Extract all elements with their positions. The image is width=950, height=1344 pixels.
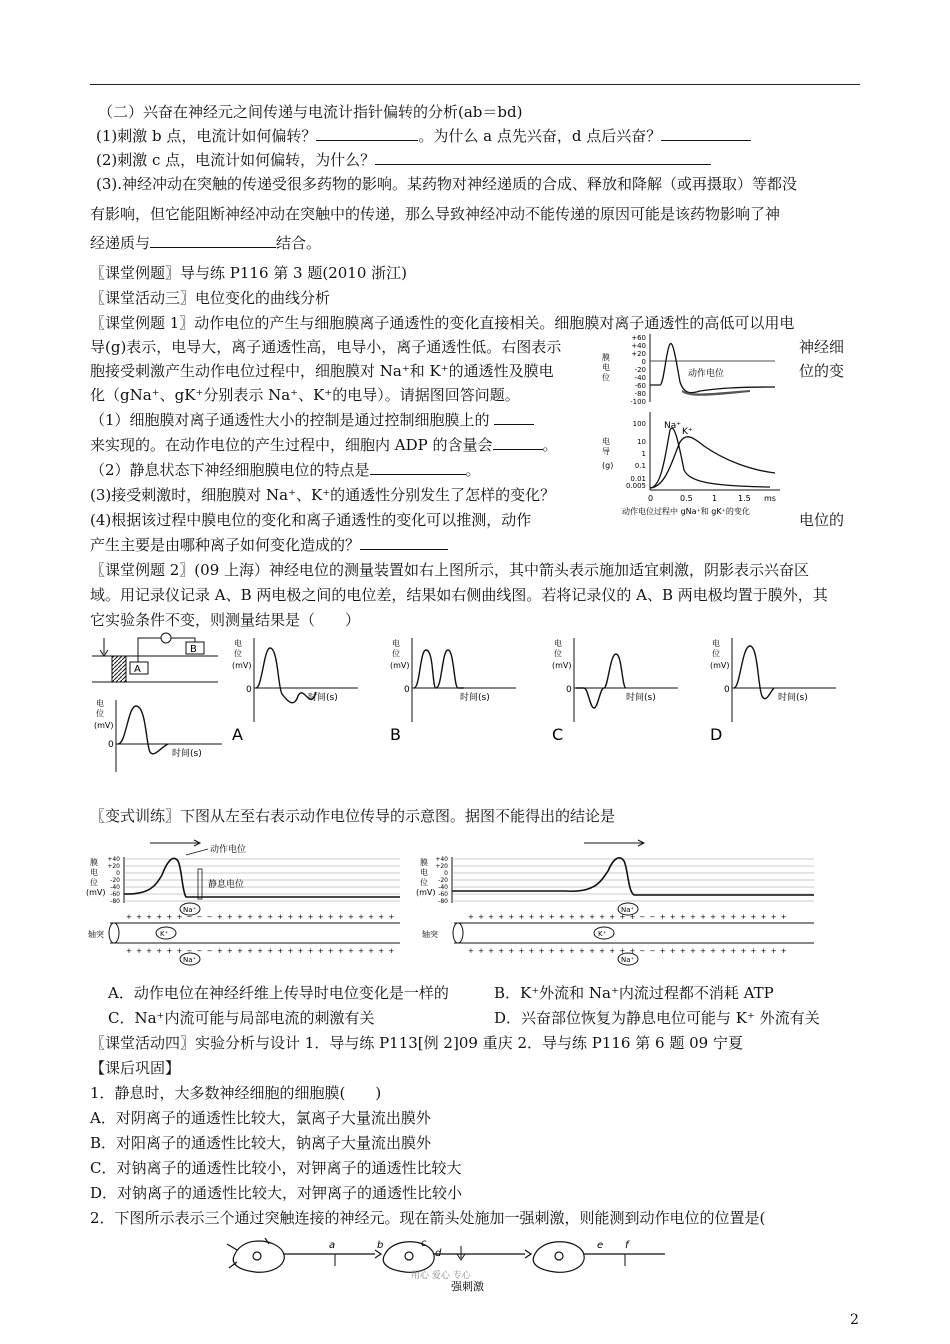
- bottom-tick: 100: [632, 420, 646, 428]
- recorded-curve: [118, 706, 168, 754]
- potassium-label: K⁺: [682, 427, 693, 437]
- question-text: （1）细胞膜对离子通透性大小的控制是通过控制细胞膜上的: [90, 411, 490, 429]
- tick: +40: [107, 856, 120, 863]
- figure-caption: 动作电位过程中 gNa⁺和 gK⁺的变化: [622, 507, 750, 516]
- question-line: 来实现的。在动作电位的产生过程中，细胞内 ADP 的含量会 。: [90, 436, 558, 454]
- example-line: 它实验条件不变，则测量结果是（ ）: [90, 611, 361, 629]
- recorder-icon: [161, 633, 171, 643]
- top-tick: -20: [634, 366, 646, 374]
- sodium-label: Na⁺: [664, 421, 681, 431]
- top-tick: -60: [634, 382, 646, 390]
- top-tick: -40: [634, 374, 646, 382]
- svg-text:电位(mV): 电位(mV): [552, 639, 572, 670]
- watermark: 用心 爱心 专心: [411, 1271, 471, 1281]
- origin-label: 0: [108, 740, 114, 750]
- point-label: c: [421, 1238, 427, 1249]
- measurement-figure: [90, 632, 850, 782]
- bottom-tick: 0.005: [625, 482, 646, 490]
- question-line: [90, 534, 448, 556]
- section-title: （二）兴奋在神经元之间传递与电流计指针偏转的分析(ab＝bd): [98, 103, 523, 121]
- option-label: D: [710, 725, 723, 744]
- page-number: 2: [850, 1312, 859, 1328]
- example-line: 〖课堂例题 2〗(09 上海）神经电位的测量装置如右上图所示，其中箭头表示施加适宜刺激，阴影表示兴奋区: [90, 561, 810, 579]
- sodium-ion-label: Na⁺: [621, 906, 635, 914]
- x-tick: 0.5: [680, 494, 693, 503]
- tick: -80: [110, 898, 120, 905]
- top-tick: +20: [631, 350, 646, 358]
- answer-blank[interactable]: [375, 150, 711, 165]
- x-axis-label: 时间(s): [778, 693, 808, 703]
- svg-text:+ + + + + + + + + + + + + + +: + + + + + + + + + + + + + + + + + − − + + + + + + + + + + + + +: [468, 913, 788, 921]
- x-tick: 1: [712, 494, 718, 503]
- tick: -60: [110, 891, 120, 898]
- question-line: (3)接受刺激时，细胞膜对 Na⁺、K⁺的通透性分别发生了怎样的变化？: [90, 486, 556, 504]
- option-b-graph[interactable]: [390, 638, 516, 744]
- bottom-tick: 0.1: [634, 462, 646, 470]
- potassium-ion-label: K⁺: [598, 930, 607, 938]
- svg-text:膜电位(mV): 膜电位(mV): [86, 858, 106, 897]
- sodium-ion-label: Na⁺: [621, 956, 635, 964]
- question-line: [90, 409, 534, 431]
- top-tick: -100: [630, 398, 646, 406]
- answer-blank[interactable]: [150, 233, 276, 248]
- option-c-graph[interactable]: [552, 638, 678, 744]
- option-b[interactable]: B．K⁺外流和 Na⁺内流过程都不消耗 ATP: [494, 984, 774, 1002]
- point-label: d: [435, 1248, 442, 1259]
- x-axis-label: 时间(s): [626, 693, 656, 703]
- action-potential-label: 动作电位: [210, 845, 247, 855]
- conduction-panel-left: [86, 840, 400, 965]
- excited-region: [112, 656, 126, 682]
- option-d[interactable]: D．对钠离子的通透性比较大，对钾离子的通透性比较小: [90, 1184, 463, 1202]
- question-line: [96, 125, 751, 147]
- point-label: f: [625, 1240, 629, 1251]
- axon-label: 轴突: [88, 930, 104, 939]
- point-label: e: [597, 1240, 604, 1251]
- answer-blank[interactable]: [661, 126, 751, 141]
- question-line: 电位的: [799, 511, 845, 529]
- stimulus-label: 强刺激: [451, 1280, 484, 1293]
- top-tick: +40: [631, 342, 646, 350]
- question-line: [96, 149, 711, 171]
- conductance-figure: [600, 330, 795, 520]
- option-label: C: [552, 725, 564, 744]
- example-line: 〖课堂例题 1〗动作电位的产生与细胞膜离子通透性的变化直接相关。细胞膜对离子通透性的高低可以用电: [90, 314, 795, 332]
- sodium-ion-label: Na⁺: [183, 956, 197, 964]
- option-label: A: [232, 725, 243, 744]
- question-text: 产生主要是由哪种离子如何变化造成的？: [90, 536, 361, 554]
- question-line: (4)根据该过程中膜电位的变化和离子通透性的变化可以推测，动作: [90, 511, 532, 529]
- question-line: 1．静息时，大多数神经细胞的细胞膜( ): [90, 1084, 382, 1102]
- top-tick: +60: [631, 334, 646, 342]
- option-a[interactable]: A．对阴离子的通透性比较大，氯离子大量流出膜外: [90, 1109, 431, 1127]
- activity-title: 〖课堂活动三〗电位变化的曲线分析: [90, 289, 331, 307]
- option-c[interactable]: C．Na⁺内流可能与局部电流的刺激有关: [108, 1009, 375, 1027]
- action-potential-label: 动作电位: [688, 369, 725, 379]
- axon-label: 轴突: [422, 930, 438, 939]
- option-d[interactable]: D．兴奋部位恢复为静息电位可能与 K⁺ 外流有关: [494, 1009, 820, 1027]
- svg-text:膜电位(mV): 膜电位(mV): [416, 858, 436, 897]
- x-tick: 1.5: [738, 494, 751, 503]
- tick: +40: [435, 856, 448, 863]
- electrode-a-label: A: [134, 664, 141, 675]
- example-line: 神经细: [799, 338, 845, 356]
- origin-label: 0: [246, 685, 252, 695]
- answer-blank[interactable]: [360, 535, 448, 550]
- x-tick: ms: [764, 494, 776, 503]
- question-line: 2．下图所示表示三个通过突触连接的神经元。现在箭头处施加一强刺激，则能测到动作电位的位置是(: [90, 1209, 766, 1227]
- y-axis-label: 电位(mV): [94, 699, 114, 730]
- origin-label: 0: [724, 685, 730, 695]
- top-tick: -80: [634, 390, 646, 398]
- example-line: 域。用记录仪记录 A、B 两电极之间的电位差，结果如右侧曲线图。若将记录仪的 A、B 两电极均置于膜外，其: [90, 586, 828, 604]
- svg-text:电位(mV): 电位(mV): [390, 639, 410, 670]
- origin-label: 0: [404, 685, 410, 695]
- tick: -60: [438, 891, 448, 898]
- x-axis-label: 时间(s): [172, 749, 202, 759]
- question-text: 。为什么 a 点先兴奋，d 点后兴奋？: [418, 127, 662, 145]
- tick: -20: [110, 877, 120, 884]
- potassium-ion-label: K⁺: [160, 930, 169, 938]
- question-text: (2)刺激 c 点，电流计如何偏转，为什么？: [96, 151, 376, 169]
- bottom-tick: 0.01: [630, 475, 646, 483]
- svg-text:电位(mV): 电位(mV): [232, 639, 252, 670]
- origin-label: 0: [566, 685, 572, 695]
- sodium-conductance-curve: [650, 428, 770, 488]
- question-text: 结合。: [276, 234, 322, 252]
- tick: 0: [116, 870, 120, 877]
- option-c[interactable]: C．对钠离子的通透性比较小，对钾离子的通透性比较大: [90, 1159, 462, 1177]
- tick: 0: [444, 870, 448, 877]
- electrode-b-label: B: [190, 644, 197, 655]
- option-label: B: [390, 725, 401, 744]
- top-tick: 0: [641, 358, 646, 366]
- tick: +20: [435, 863, 448, 870]
- answer-blank[interactable]: [493, 435, 543, 450]
- x-axis-label: 时间(s): [308, 693, 338, 703]
- conduction-panel-right: [416, 840, 814, 965]
- question-text: （2）静息状态下神经细胞膜电位的特点是: [90, 461, 370, 479]
- tick: +20: [107, 863, 120, 870]
- svg-text:电位(mV): 电位(mV): [710, 639, 730, 670]
- stimulus-arrow-icon: [457, 1246, 465, 1260]
- neuron-chain-figure: [225, 1232, 675, 1292]
- tick: -80: [438, 898, 448, 905]
- tick: -40: [438, 884, 448, 891]
- activity-title: 〖课堂活动四〗实验分析与设计 1．导与练 P113[例 2]09 重庆 2．导与练 P116 第 6 题 09 宁夏: [90, 1034, 743, 1052]
- tick: -20: [438, 877, 448, 884]
- bottom-tick: 1: [641, 450, 646, 458]
- question-text: 来实现的。在动作电位的产生过程中，细胞内 ADP 的含量会: [90, 436, 493, 454]
- conduction-figure: [86, 835, 860, 970]
- question-text: (1)刺激 b 点，电流计如何偏转？: [96, 127, 317, 145]
- answer-blank[interactable]: [316, 126, 418, 141]
- option-d-graph[interactable]: [710, 638, 836, 744]
- point-label: b: [377, 1240, 384, 1251]
- answer-blank[interactable]: [370, 460, 466, 475]
- question-text: 经递质与: [90, 234, 151, 252]
- question-line: (3).神经冲动在突触的传递受很多药物的影响。某药物对神经递质的合成、释放和降解（或再摄取）等都没: [96, 175, 798, 193]
- option-a-graph[interactable]: [232, 638, 358, 744]
- example-line: 胞接受刺激产生动作电位过程中，细胞膜对 Na⁺和 K⁺的通透性及膜电: [90, 362, 554, 380]
- answer-blank[interactable]: [494, 410, 534, 425]
- tick: -40: [110, 884, 120, 891]
- svg-text:+ + + + + + + + + + + + + + +: + + + + + + + + + + + + + + + + + − − + + + + + + + + + + + + +: [468, 947, 788, 955]
- svg-text:+ + + + + + − − − + + + + + +: + + + + + + − − − + + + + + + + + + + + + + + + + + +: [126, 913, 396, 921]
- top-y-label: 膜电位: [602, 353, 610, 382]
- header-rule: [90, 84, 860, 85]
- example-line: 化（gNa⁺、gK⁺分别表示 Na⁺、K⁺的电导）。请据图回答问题。: [90, 386, 520, 404]
- svg-text:+ + + + + + − − − + + + + + +: + + + + + + − − − + + + + + + + + + + + + + + + + + +: [126, 947, 396, 955]
- option-a[interactable]: A．动作电位在神经纤维上传导时电位变化是一样的: [108, 984, 449, 1002]
- point-label: a: [329, 1240, 336, 1251]
- example-line: 导(g)表示，电导大，离子通透性高，电导小，离子通透性低。右图表示: [90, 338, 562, 356]
- question-line: （2）静息状态下神经细胞膜电位的特点是 。: [90, 461, 481, 479]
- x-tick: 0: [648, 494, 654, 503]
- question-line: [90, 232, 321, 254]
- x-axis-label: 时间(s): [460, 693, 490, 703]
- sodium-ion-label: Na⁺: [183, 906, 197, 914]
- potassium-conductance-curve: [650, 437, 775, 488]
- section-heading: 【课后巩固】: [90, 1059, 181, 1077]
- question-line: 有影响，但它能阻断神经冲动在突触中的传递，那么导致神经冲动不能传递的原因可能是该药物影响了神: [90, 205, 781, 223]
- example-reference: 〖课堂例题〗导与练 P116 第 3 题(2010 浙江): [90, 264, 407, 282]
- example-line: 位的变: [799, 362, 845, 380]
- bottom-tick: 10: [637, 438, 646, 446]
- option-b[interactable]: B．对阳离子的通透性比较大，钠离子大量流出膜外: [90, 1134, 432, 1152]
- bottom-y-label: 电导(g): [602, 437, 614, 470]
- resting-potential-label: 静息电位: [208, 880, 245, 890]
- variant-title: 〖变式训练〗下图从左至右表示动作电位传导的示意图。据图不能得出的结论是: [90, 807, 616, 825]
